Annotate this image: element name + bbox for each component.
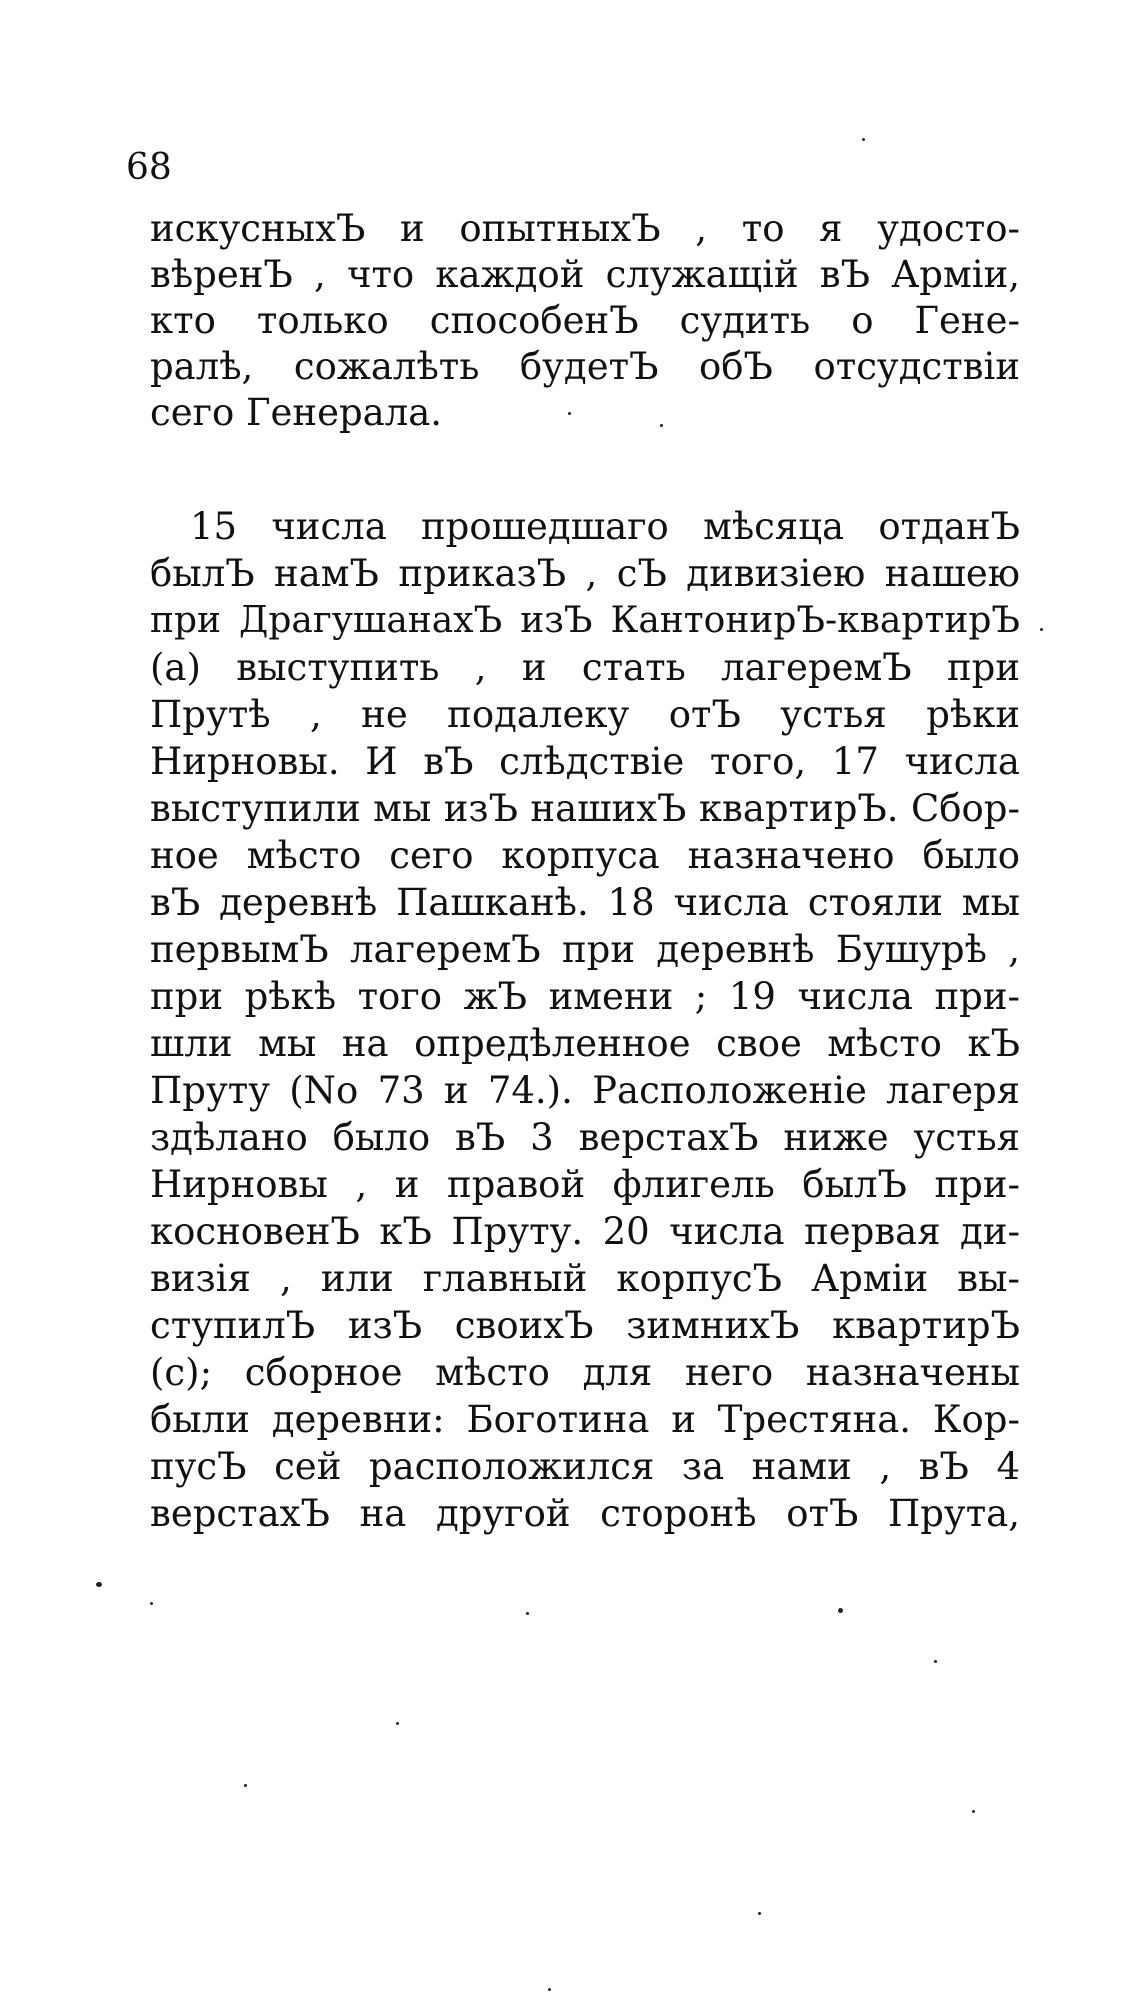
- text-line: Пруту (No 73 и 74.). Расположеніе лагеря: [150, 1069, 1020, 1112]
- text-line: вѣренЪ , что каждой служащій вЪ Арміи,: [150, 253, 1020, 296]
- text-line: ступилЪ изЪ своихЪ зимнихЪ квартирЪ: [150, 1304, 1020, 1347]
- print-speck: [244, 1784, 247, 1787]
- text-line: Прутѣ , не подалеку отЪ устья рѣки: [150, 693, 1020, 736]
- text-line: здѣлано было вЪ 3 верстахЪ ниже устья: [150, 1116, 1020, 1159]
- text-line: (а) выступить , и стать лагеремЪ при: [150, 646, 1020, 689]
- print-speck: [972, 1810, 975, 1813]
- text-line: ное мѣсто сего корпуса назначено было: [150, 834, 1020, 877]
- text-line: вЪ деревнѣ Пашканѣ. 18 числа стояли мы: [150, 881, 1020, 924]
- print-speck: [758, 1912, 761, 1915]
- text-line: при ДрагушанахЪ изЪ КантонирЪ-квартирЪ: [150, 600, 1020, 641]
- text-line: первымЪ лагеремЪ при деревнѣ Бушурѣ ,: [150, 928, 1020, 971]
- print-speck: [548, 1988, 551, 1991]
- print-speck: [1040, 628, 1043, 631]
- print-speck: [838, 1608, 843, 1613]
- text-line: шли мы на опредѣленное свое мѣсто кЪ: [150, 1022, 1020, 1065]
- text-line: при рѣкѣ того жЪ имени ; 19 числа при-: [150, 975, 1020, 1018]
- text-line: искусныхЪ и опытныхЪ , то я удосто-: [150, 207, 1020, 250]
- text-line: были деревни: Боготина и Трестяна. Кор-: [150, 1398, 1020, 1441]
- text-line: (с); сборное мѣсто для него назначены: [150, 1351, 1020, 1394]
- text-line: былЪ намЪ приказЪ , сЪ дивизіею нашею: [150, 552, 1020, 595]
- text-line: Нирновы. И вЪ слѣдствіе того, 17 числа: [150, 740, 1020, 783]
- text-line: 15 числа прошедшаго мѣсяца отданЪ: [190, 505, 1020, 548]
- text-line: выступили мы изЪ нашихЪ квартирЪ. Сбор-: [150, 787, 1020, 830]
- text-line: косновенЪ кЪ Пруту. 20 числа первая ди-: [150, 1210, 1020, 1253]
- text-line: ралѣ, сожалѣть будетЪ обЪ отсудствіи: [150, 345, 1020, 388]
- print-speck: [526, 1612, 529, 1615]
- print-speck: [396, 1722, 399, 1725]
- text-line: визія , или главный корпусЪ Арміи вы-: [150, 1257, 1020, 1300]
- print-speck: [862, 138, 865, 141]
- print-speck: [934, 1660, 937, 1663]
- text-line: кто только способенЪ судить о Гене-: [150, 299, 1020, 342]
- print-speck: [96, 1582, 102, 1587]
- print-speck: [150, 1602, 153, 1605]
- text-line: сего Генерала.: [150, 391, 443, 434]
- print-speck: [660, 424, 663, 427]
- text-line: верстахЪ на другой сторонѣ отЪ Прута,: [150, 1492, 1020, 1535]
- page-number: 68: [126, 147, 172, 188]
- print-speck: [568, 412, 571, 415]
- text-line: Нирновы , и правой флигель былЪ при-: [150, 1163, 1020, 1206]
- text-line: пусЪ сей расположился за нами , вЪ 4: [150, 1445, 1020, 1488]
